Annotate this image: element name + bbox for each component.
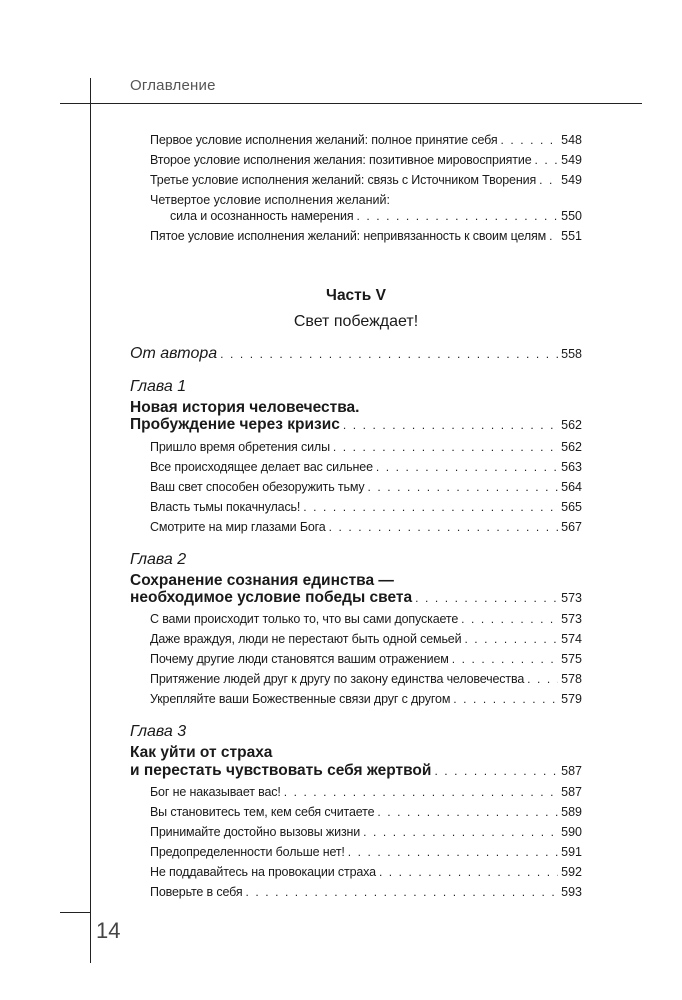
part-title: Часть V bbox=[326, 287, 386, 304]
toc-entry-line1: Четвертое условие исполнения желаний: bbox=[150, 193, 390, 207]
toc-entry[interactable]: Вы становитесь тем, кем себя считаете . . . 589 bbox=[150, 805, 582, 819]
footer-rule bbox=[60, 912, 91, 913]
toc-entry[interactable]: сила и осознанность намерения . . . 550 bbox=[170, 209, 582, 223]
chapter-label: Глава 3 bbox=[130, 723, 187, 740]
toc-entry[interactable]: С вами происходит только то, что вы сами допускаете . . . 573 bbox=[150, 612, 582, 626]
toc-entry[interactable]: Бог не наказывает вас! . . . 587 bbox=[150, 785, 582, 799]
toc-entry[interactable]: Принимайте достойно вызовы жизни . . . 590 bbox=[150, 825, 582, 839]
part-subtitle: Свет побеждает! bbox=[293, 313, 419, 330]
chapter-title[interactable]: и перестать чувствовать себя жертвой . . . 587 bbox=[130, 762, 582, 780]
toc-entry[interactable]: Третье условие исполнения желаний: связь с Источником Творения . . . 549 bbox=[150, 173, 582, 187]
toc-entry-author[interactable]: От автора . . . 558 bbox=[130, 345, 582, 363]
toc-entry[interactable]: Все происходящее делает вас сильнее . . . 563 bbox=[150, 460, 582, 474]
chapter-label: Глава 1 bbox=[130, 378, 187, 395]
chapter-title-line1: Новая история человечества. bbox=[130, 399, 360, 416]
running-header: Оглавление bbox=[130, 77, 216, 94]
toc-entry[interactable]: Почему другие люди становятся вашим отражением . . . 575 bbox=[150, 652, 582, 666]
chapter-title-line1: Как уйти от страха bbox=[130, 744, 273, 761]
toc-entry[interactable]: Смотрите на мир глазами Бога . . . 567 bbox=[150, 520, 582, 534]
toc-entry[interactable]: Укрепляйте ваши Божественные связи друг с другом . . . 579 bbox=[150, 692, 582, 706]
page-number: 14 bbox=[96, 918, 121, 943]
toc-entry[interactable]: Второе условие исполнения желания: позитивное мировосприятие . . . 549 bbox=[150, 153, 582, 167]
toc-entry[interactable]: Предопределенности больше нет! . . . 591 bbox=[150, 845, 582, 859]
toc-entry[interactable]: Ваш свет способен обезоружить тьму . . . 564 bbox=[150, 480, 582, 494]
toc-entry[interactable]: Даже враждуя, люди не перестают быть одной семьей . . . 574 bbox=[150, 632, 582, 646]
chapter-title[interactable]: Пробуждение через кризис . . . 562 bbox=[130, 416, 582, 434]
toc-entry[interactable]: Власть тьмы покачнулась! . . . 565 bbox=[150, 500, 582, 514]
toc-entry[interactable]: Пятое условие исполнения желаний: непривязанность к своим целям . . . 551 bbox=[150, 229, 582, 243]
header-rule bbox=[60, 103, 642, 104]
chapter-label: Глава 2 bbox=[130, 551, 187, 568]
toc-entry[interactable]: Не поддавайтесь на провокации страха . . . 592 bbox=[150, 865, 582, 879]
margin-vertical-rule bbox=[90, 78, 91, 963]
chapter-title-line1: Сохранение сознания единства — bbox=[130, 572, 394, 589]
toc-entry[interactable]: Притяжение людей друг к другу по закону единства человечества . . . 578 bbox=[150, 672, 582, 686]
toc-entry[interactable]: Пришло время обретения силы . . . 562 bbox=[150, 440, 582, 454]
chapter-title[interactable]: необходимое условие победы света . . . 573 bbox=[130, 589, 582, 607]
toc-entry[interactable]: Первое условие исполнения желаний: полное принятие себя . . . 548 bbox=[150, 133, 582, 147]
toc-entry[interactable]: Поверьте в себя . . . 593 bbox=[150, 885, 582, 899]
